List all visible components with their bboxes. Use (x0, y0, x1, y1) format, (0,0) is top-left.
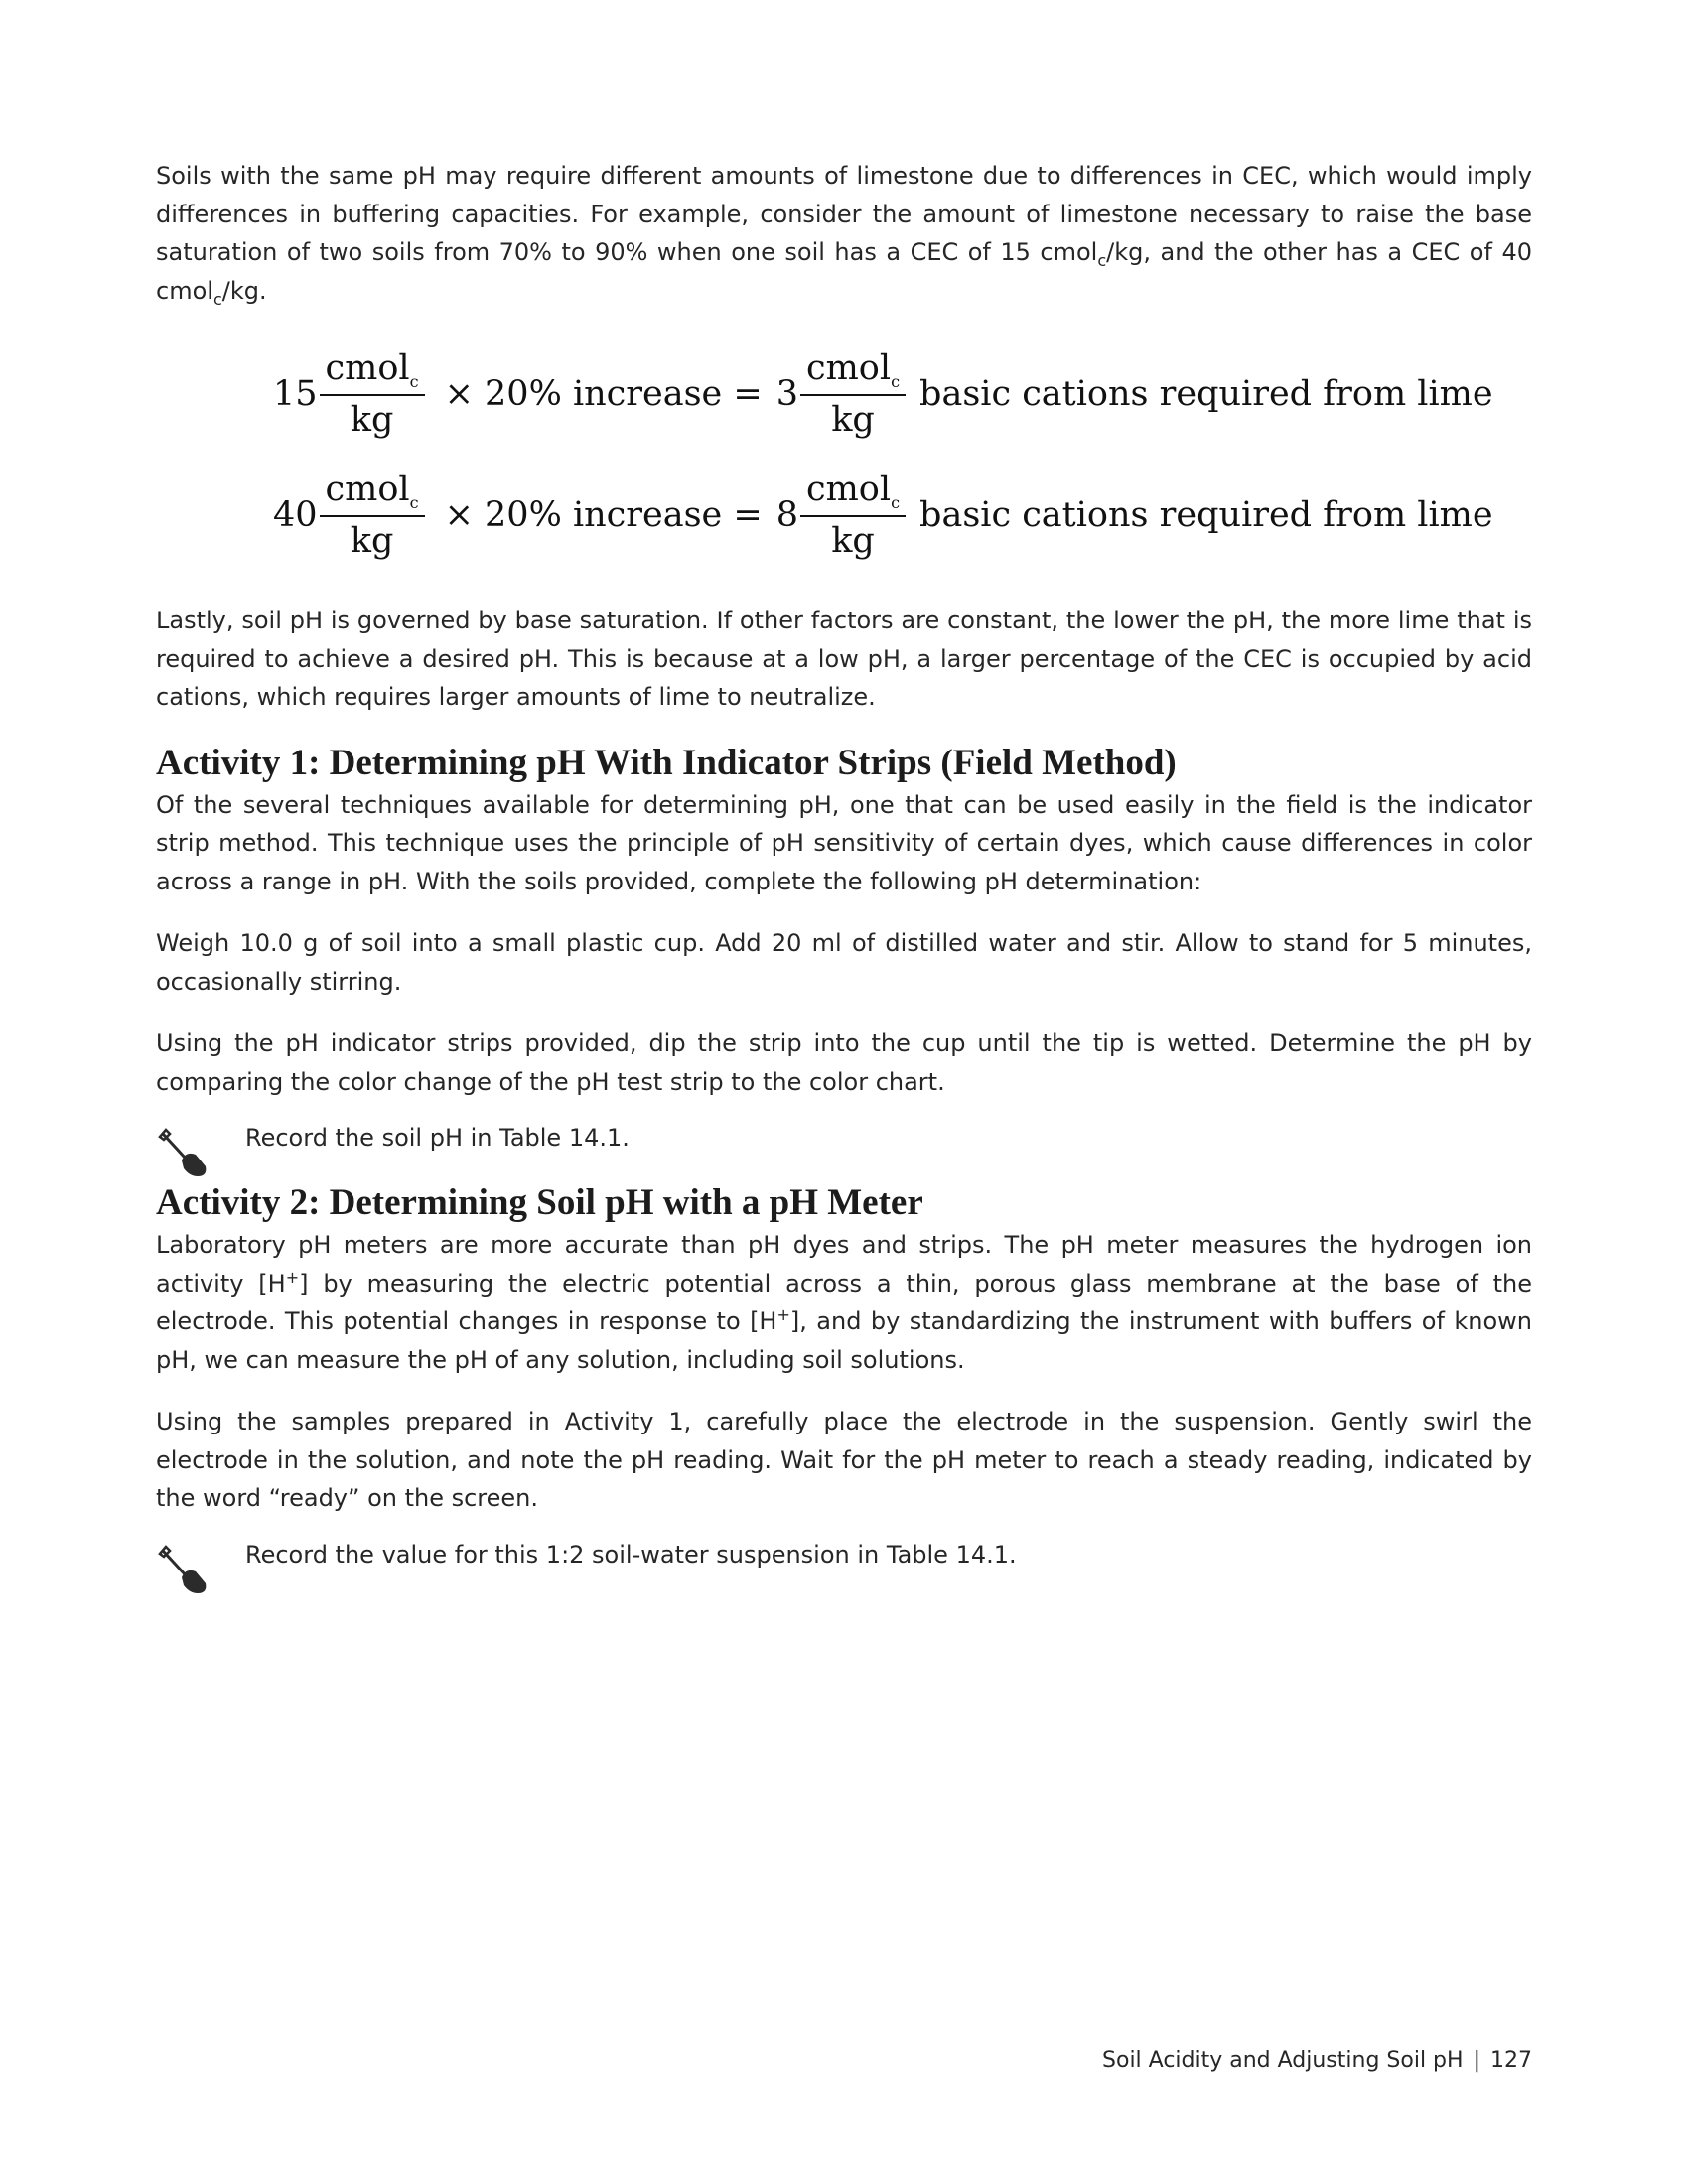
intro-sub-1: c (1097, 250, 1107, 270)
footer-title: Soil Acidity and Adjusting Soil pH (1102, 2048, 1464, 2073)
equation-1 (273, 334, 1532, 455)
equation-operator: × 20% increase = (444, 374, 763, 414)
unit-fraction (320, 470, 425, 561)
activity-1-record-note (156, 1125, 1532, 1180)
activity-1-paragraph-1: Of the several techniques available for determining pH, one that can be used easily in the field is the indicator strip method. This technique uses the principle of pH sensitivity of certain dyes, which cause differences in color across a range in pH. With the soils provided, complete the following pH determination: (156, 790, 1532, 895)
fraction-denominator: kg (831, 521, 875, 561)
intro-text-c: /kg. (221, 276, 267, 305)
activity-1-paragraph-3: Using the pH indicator strips provided, dip the strip into the cup until the tip is wetted. Determine the pH by comparing the color change of the pH test strip to the color chart. (156, 1029, 1532, 1096)
page-footer (1102, 2048, 1532, 2073)
content (156, 157, 1532, 1597)
fraction-denominator: kg (350, 521, 394, 561)
equations (156, 334, 1532, 576)
shovel-icon (156, 1125, 245, 1180)
fraction-numerator: cmol$_c$ (320, 470, 425, 517)
shovel-icon (156, 1542, 245, 1597)
fraction-numerator: cmol$_c$ (320, 348, 425, 396)
equation-text: basic cations required from lime (919, 374, 1493, 414)
equation-operator: × 20% increase = (444, 495, 763, 535)
footer-separator: | (1473, 2048, 1480, 2073)
intro-text-b: /kg, and the other has a CEC of 40 cmol (156, 238, 1532, 305)
activity-2-paragraph-1: Laboratory pH meters are more accurate than pH dyes and strips. The pH meter measures the hydrogen ion activity [H+] by measuring the electric potential across a thin, porous glass membrane at the base of the electrode. This potential changes in response to [H+], and by standardizing the instrument with buffers of known pH, we can measure the pH of any solution, including soil solutions. (156, 1231, 1532, 1374)
equation-lhs: 40 (273, 495, 318, 535)
fraction-numerator: cmol$_c$ (800, 470, 906, 517)
record-instruction: Record the soil pH in Table 14.1. (245, 1124, 630, 1152)
page-number: 127 (1490, 2048, 1532, 2073)
intro-sub-2: c (212, 289, 222, 309)
equation-2 (273, 455, 1532, 576)
fraction-denominator: kg (350, 400, 394, 440)
equation-rhs: 8 (775, 495, 799, 535)
activity-2-paragraph-2: Using the samples prepared in Activity 1, carefully place the electrode in the suspension. Gently swirl the electrode in the solution, and note the pH reading. Wait for the pH meter to reach a steady reading, indicated by the word “ready” on the screen. (156, 1408, 1532, 1512)
intro-paragraph (156, 157, 1532, 310)
equation-rhs: 3 (775, 374, 799, 414)
activity-1-paragraph-2: Weigh 10.0 g of soil into a small plastic cup. Add 20 ml of distilled water and stir. Allow to stand for 5 minutes, occasionally stirring. (156, 929, 1532, 996)
unit-fraction (320, 348, 425, 440)
fraction-numerator: cmol$_c$ (800, 348, 906, 396)
activity-2-record-note (156, 1542, 1532, 1597)
intro-text-a: Soils with the same pH may require different amounts of limestone due to differences in CEC, which would imply differences in buffering capacities. For example, consider the amount of limestone necessary to raise the base saturation of two soils from 70% to 90% when one soil has a CEC of 15 cmol (156, 162, 1532, 266)
activity-1-heading: Activity 1: Determining pH With Indicator Strips (Field Method) (156, 742, 1177, 783)
record-instruction: Record the value for this 1:2 soil-water suspension in Table 14.1. (245, 1540, 1017, 1569)
equation-lhs: 15 (273, 374, 318, 414)
activity-2-heading: Activity 2: Determining Soil pH with a pH Meter (156, 1182, 923, 1223)
equation-text: basic cations required from lime (919, 495, 1493, 535)
base-saturation-paragraph: Lastly, soil pH is governed by base saturation. If other factors are constant, the lower the pH, the more lime that is required to achieve a desired pH. This is because at a low pH, a larger percentage of the CEC is occupied by acid cations, which requires larger amounts of lime to neutralize. (156, 607, 1532, 711)
fraction-denominator: kg (831, 400, 875, 440)
unit-fraction (800, 348, 906, 440)
unit-fraction (800, 470, 906, 561)
